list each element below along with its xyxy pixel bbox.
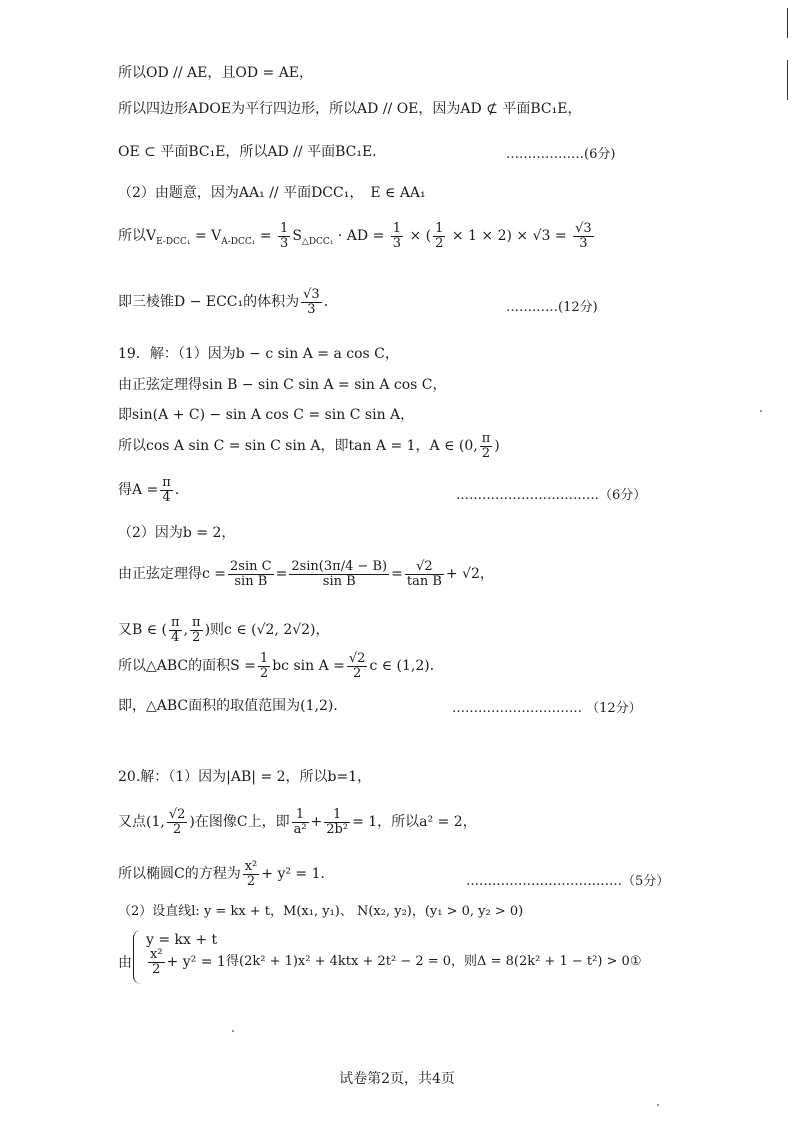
solution-line: 20.解：（1）因为|AB| = 2，所以b=1， bbox=[118, 769, 372, 785]
equation-system-brace bbox=[133, 930, 144, 984]
solution-line: （2）因为b = 2， bbox=[118, 525, 236, 541]
solution-line: （2）由题意，因为AA₁ // 平面DCC₁， E ∈ AA₁ bbox=[118, 185, 426, 201]
score-marker: ………………………………（5分） bbox=[466, 874, 670, 889]
solution-line: 由正弦定理得c = $\frac{\text{2sin C}}{\text{sin B}}$ = $\frac{2\sin(3\pi/4 - B)}{\text{sin B}}$ = $\frac{√2}{\text{tan B}}$ + √2， bbox=[118, 559, 494, 589]
solution-line: 即，△ABC面积的取值范围为(1,2)． bbox=[118, 698, 348, 714]
system-result: 得(2k² + 1)x² + 4ktx + 2t² − 2 = 0，则Δ = 8(2k² + 1 − t²) > 0① bbox=[226, 954, 642, 969]
page-edge bbox=[787, 60, 788, 100]
page-edge bbox=[787, 8, 788, 38]
volume-result: 即三棱锥D − ECC₁的体积为 $\frac{√3}{3}$ ． bbox=[118, 287, 338, 317]
page-footer: 试卷第2页，共4页 bbox=[339, 1071, 455, 1087]
solution-line: OE ⊂ 平面BC₁E，所以AD // 平面BC₁E． bbox=[118, 144, 387, 160]
solution-line: 得A = $\frac{\pi}{4}$ ． bbox=[118, 475, 189, 505]
score-marker: ……………………………（6分） bbox=[456, 488, 647, 503]
solution-line: 所以OD // AE，且OD = AE， bbox=[118, 65, 314, 81]
system-lead: 由 bbox=[118, 955, 132, 971]
solution-line: 所以四边形ADOE为平行四边形，所以AD // OE，因为AD ⊄ 平面BC₁E， bbox=[118, 101, 582, 117]
score-marker: …………(12分) bbox=[506, 300, 598, 315]
scan-speck bbox=[232, 1030, 234, 1032]
score-marker: ………………………… （12分） bbox=[452, 701, 642, 716]
solution-line: 由正弦定理得sin B − sin C sin A = sin A cos C， bbox=[118, 377, 447, 393]
solution-line: 所以△ABC的面积S = $\frac{1}{2}$ bc sin A = $\frac{√2}{2}$ c ∈ (1,2)． bbox=[118, 651, 444, 681]
volume-equation: 所以$V_{E-DCC_1} = V_{A-DCC_1}$ = $\frac{1}{3}$ $S_{\triangle DCC_1}$ · AD = $\frac{1}{3}$ × ( $\frac{1}{2}$ × 1 × 2) × √3 = $\frac{√3}{3}$ bbox=[118, 221, 592, 251]
solution-line: 所以椭圆C的方程为 $\frac{\text{x²}}{2}$ + y² = 1． bbox=[118, 859, 335, 889]
solution-line: （2）设直线l: y = kx + t，M(x₁, y₁)、 N(x₂, y₂)，(y₁ > 0, y₂ > 0) bbox=[118, 904, 524, 919]
scan-speck bbox=[760, 410, 762, 412]
system-equation-1: y = kx + t bbox=[146, 932, 218, 948]
solution-line: 所以cos A sin C = sin C sin A，即tan A = 1，A ∈ (0, $\frac{\pi}{2}$ ) bbox=[118, 431, 500, 461]
solution-line: 即sin(A + C) − sin A cos C = sin C sin A， bbox=[118, 407, 415, 423]
solution-line: 又B ∈ ( $\frac{\pi}{4}$ , $\frac{\pi}{2}$ )则c ∈ (√2, 2√2)， bbox=[118, 615, 330, 645]
scan-speck bbox=[657, 1104, 659, 1106]
solution-line: 19．解：（1）因为b − c sin A = a cos C， bbox=[118, 346, 399, 362]
solution-line: 又点(1, $\frac{√2}{2}$ )在图像C上，即 $\frac{1}{\text{a²}}$ + $\frac{1}{\text{2b²}}$ = 1，所以a² = 2， bbox=[118, 807, 477, 837]
system-equation-2: $\frac{\text{x²}}{2}$ + y² = 1 bbox=[150, 947, 226, 977]
score-marker: ………………(6分) bbox=[506, 147, 616, 162]
